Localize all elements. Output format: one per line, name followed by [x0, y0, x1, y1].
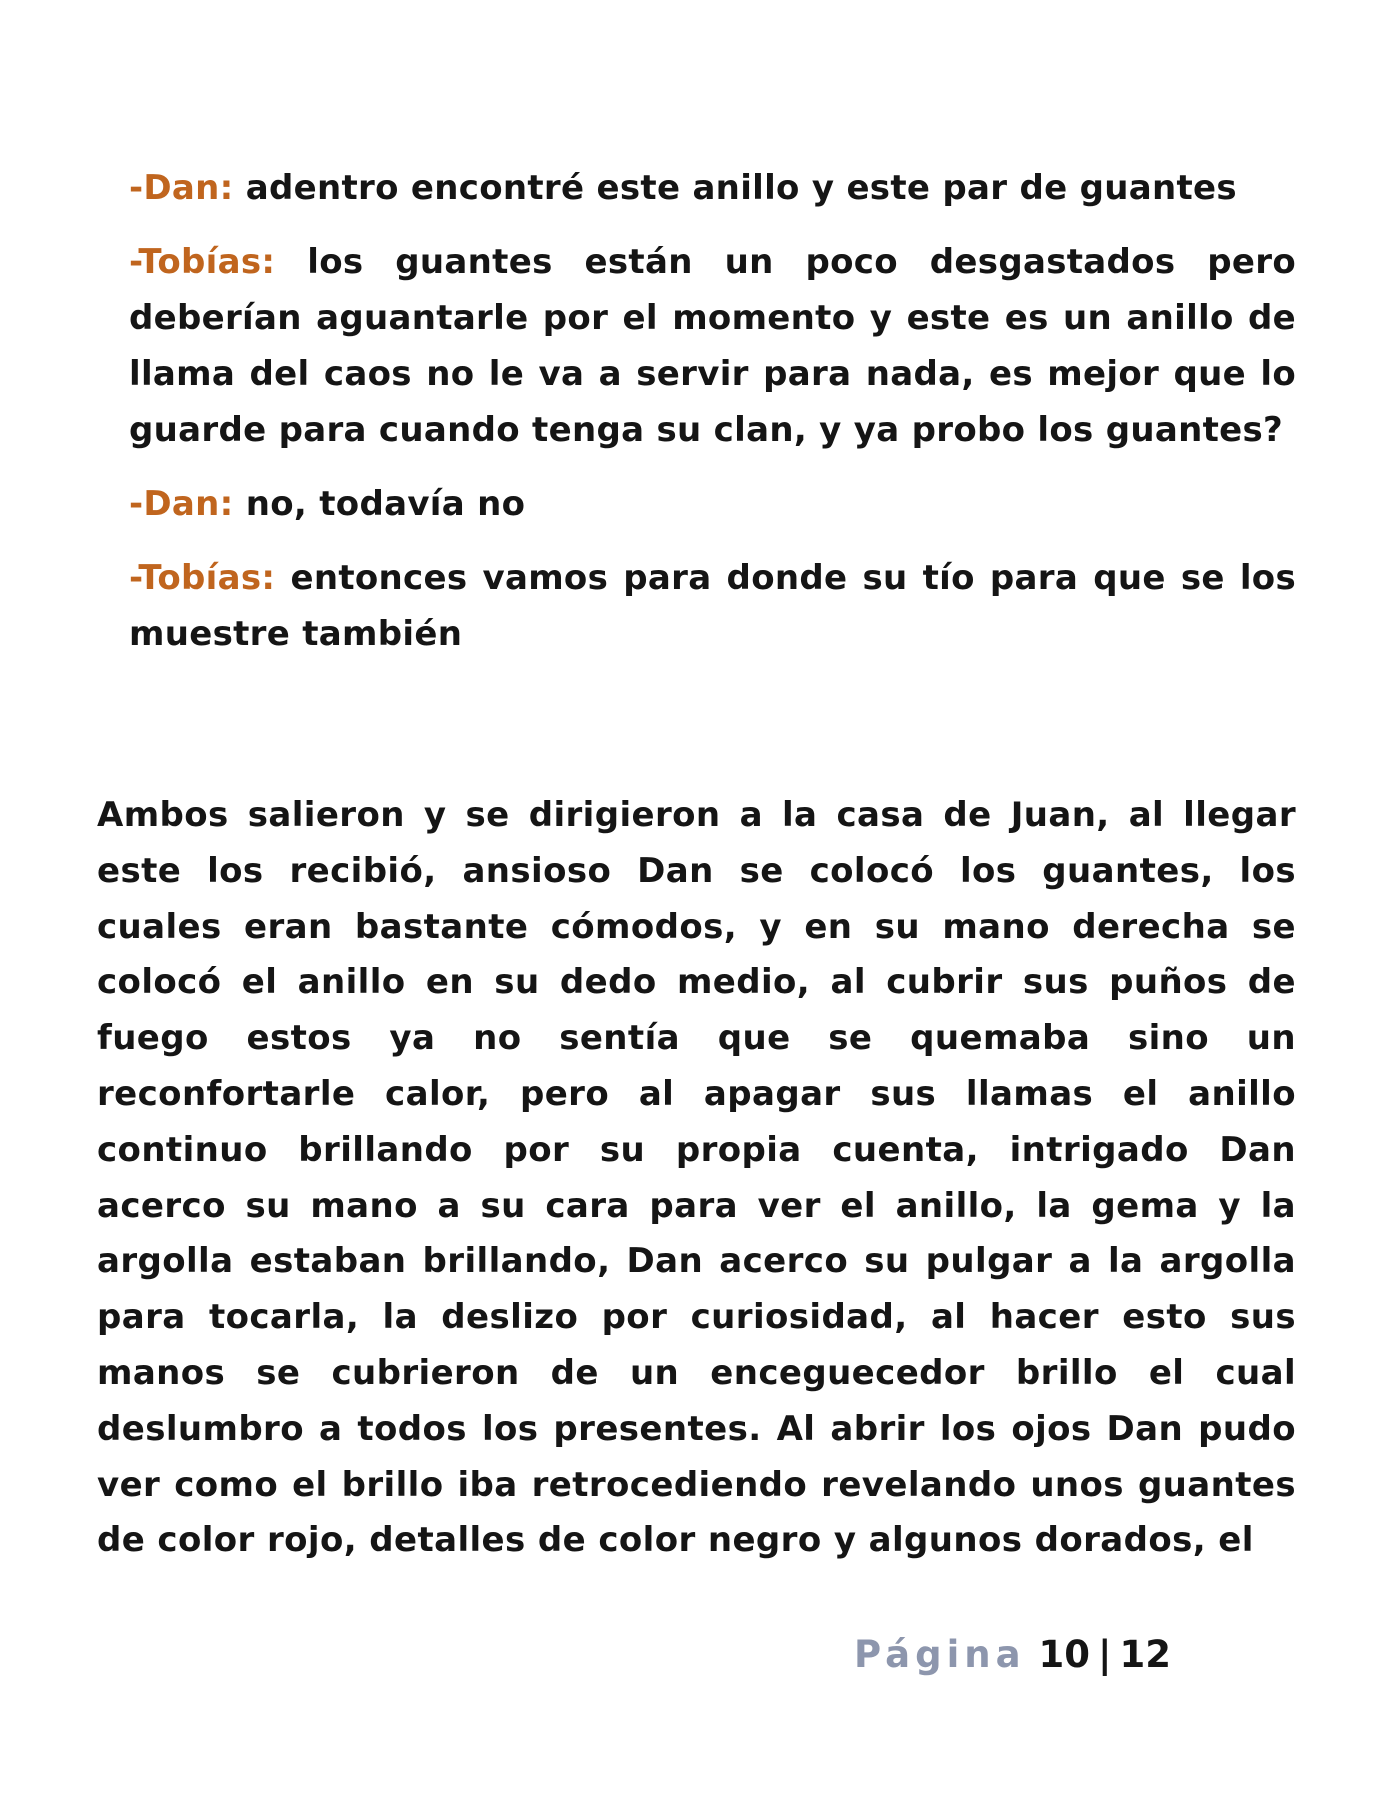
page-separator: |	[1097, 1633, 1112, 1676]
dialogue-line	[129, 160, 1296, 216]
dialogue-text: adentro encontré este anillo y este par de guantes	[245, 168, 1237, 208]
dialogue-line	[129, 476, 1296, 532]
speaker-name: -Dan:	[129, 484, 234, 524]
speaker-name: -Tobías:	[129, 558, 276, 598]
page-footer	[854, 1630, 1171, 1680]
speaker-name: -Dan:	[129, 168, 234, 208]
narrative-paragraph: Ambos salieron y se dirigieron a la casa de Juan, al llegar este los recibió, ansioso Dan se colocó los guantes, los cuales eran bastante cómodos, y en su mano derecha se colocó el anillo en su dedo medio, al cubrir sus puños de fuego estos ya no sentía que se quemaba sino un reconfortarle calor, pero al apagar sus llamas el anillo continuo brillando por su propia cuenta, intrigado Dan acerco su mano a su cara para ver el anillo, la gema y la argolla estaban brillando, Dan acerco su pulgar a la argolla para tocarla, la deslizo por curiosidad, al hacer esto sus manos se cubrieron de un enceguecedor brillo el cual deslumbro a todos los presentes. Al abrir los ojos Dan pudo ver como el brillo iba retrocediendo revelando unos guantes de color rojo, detalles de color negro y algunos dorados, el	[97, 795, 1296, 1561]
dialogue-text: entonces vamos para donde su tío para que se los muestre también	[129, 558, 1297, 654]
dialogue-text: los guantes están un poco desgastados pero deberían aguantarle por el momento y este es un anillo de llama del caos no le va a servir para nada, es mejor que lo guarde para cuando tenga su clan, y ya probo los guantes?	[129, 242, 1296, 450]
dialogue-section	[129, 160, 1296, 680]
page-total: 12	[1119, 1633, 1171, 1676]
dialogue-line	[129, 234, 1296, 458]
page-label: Página	[854, 1633, 1026, 1676]
speaker-name: -Tobías:	[129, 242, 276, 282]
dialogue-line	[129, 550, 1296, 662]
dialogue-text: no, todavía no	[245, 484, 526, 524]
page-number: 10	[1038, 1633, 1090, 1676]
